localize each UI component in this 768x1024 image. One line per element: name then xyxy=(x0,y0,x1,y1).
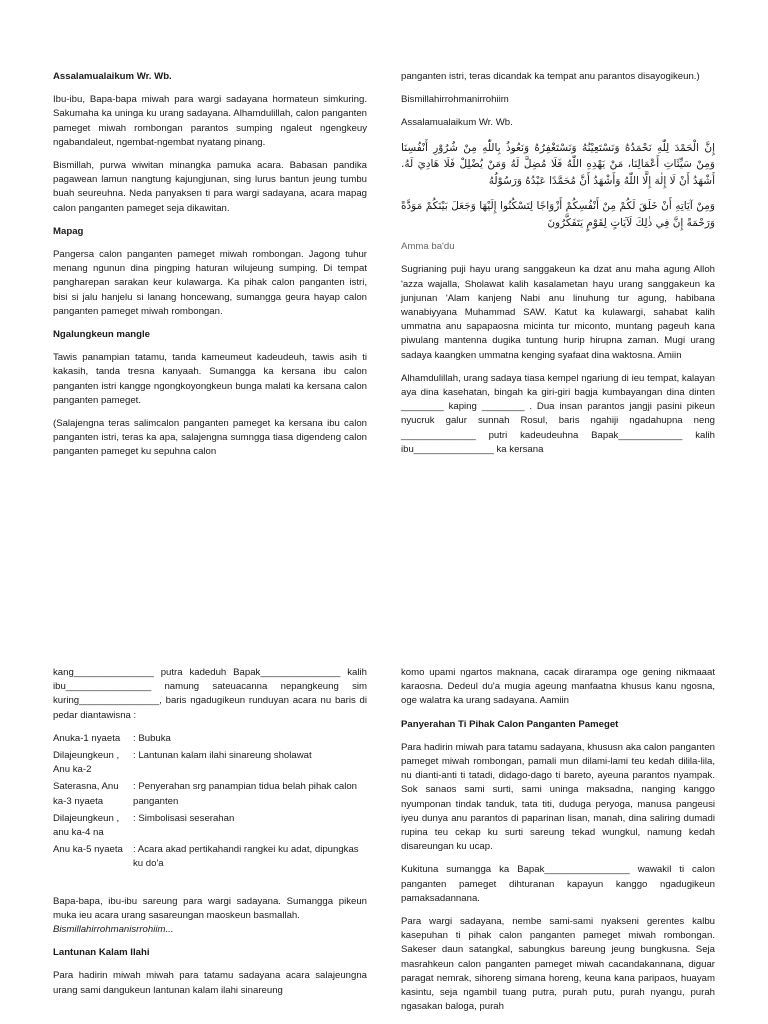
paragraph: Para wargi sadayana, nembe sami-sami nyakseni gerentes kalbu kasepuhan ti pihak calon panganten pameget miwah rombongan. Sakeser daun satangkal, sabungkus bareung jeung bungkusna. Seja masrahkeun calon panganten pameget miwah cacandakannana, diguar paragat nemrak, sihoreng simana horeng, keuna kana paripaos, huayam kasintu, seja ngambil tuang putra, purah putu, purah nyangu, purah ngasakan baloga, purah xyxy=(401,916,715,1013)
paragraph: (Salajengna teras salimcalon panganten pameget ka kersana ibu calon panganten istri, teras ka apa, salajengna sumngga tiasa digendeng calon panganten pameget ku sepuhna calon xyxy=(53,418,367,458)
rundown-value: : Bubuka xyxy=(133,732,171,744)
paragraph: Kukituna sumangga ka Bapak________________ wawakil ti calon panganten pameget dihturanan kapayun kanggo ngadugikeun pamaksadannana. xyxy=(401,864,715,904)
bismillah-line: Bismillahirrohmanirrohiim xyxy=(401,94,509,106)
arabic-opening: إِنَّ الْحَمْدَ لِلّٰهِ نَحْمَدُهُ وَنَسْتَعِيْنُهُ وَنَسْتَغْفِرُهُ وَنَعُوذُ بِاللّٰهِ مِنْ شُرُوْرِ أَنْفُسِنَا وَمِنْ سَيِّئَاتِ أَعْمَالِنَا، مَنْ يَهْدِهِ اللّٰهُ فَلَا مُضِلَّ لَهُ وَمَنْ يُضْلِلْ فَلَا هَادِيَ لَهُ. أَشْهَدُ أَنْ لَا إِلٰهَ إِلَّا اللّٰهُ وَأَشْهَدُ أَنَّ مُحَمَّدًا عَبْدُهُ وَرَسُوْلُهُ xyxy=(401,141,715,187)
greeting: Assalamualaikum Wr. Wb. xyxy=(401,117,513,129)
arabic-verse: وَمِنْ آيَاتِهِ أَنْ خَلَقَ لَكُمْ مِنْ أَنْفُسِكُمْ أَزْوَاجًا لِتَسْكُنُوا إِلَيْهَا وَجَعَلَ بَيْنَكُمْ مَوَدَّةً وَرَحْمَةً إِنَّ فِي ذٰلِكَ لَآيَاتٍ لِقَوْمٍ يَتَفَكَّرُونَ xyxy=(401,200,715,229)
rundown-value: : Simbolisasi seserahan xyxy=(133,812,235,824)
section-heading-penyerahan: Panyerahan Ti Pihak Calon Panganten Pameget xyxy=(401,718,619,730)
event-rundown xyxy=(53,732,367,875)
paragraph: Para hadirin miwah miwah para tatamu sadayana acara salajeungna urang sami dangukeun lantunan kalam ilahi sinareung xyxy=(53,970,367,996)
bismillah-line: Bismillahirrohmanisrrohiim... xyxy=(53,924,174,936)
rundown-key: Saterasna, Anu ka-3 nyaeta xyxy=(53,781,119,807)
paragraph: Para hadirin miwah para tatamu sadayana, khususn aka calon panganten pameget miwah rombongan, pamali mun dilami-lami teu kedah dilila-lila, nu dianti-anti ti tatadi, didago-dago ti bareto, ayeuna parantos nyampak. Sok sanaos sami surti, sami uninga maksadna, nanging kanggo nyumponan tindak tanduk, tata titi, duduga peryoga, manusa pangeusi iyeu dunya anu parantos di paparinan lisan, manah, dina saliring dumadi rupina teu cekap ku surti sareung tekad wungkul, namung kedah disareungan ku ucap. xyxy=(401,741,715,853)
paragraph: kang_______________ putra kadeduh Bapak_______________ kalih ibu________________ namung sateuacanna nepangkeung sim kuring_______________, baris ngadugikeun runduyan acara nu baris di pedar diantawisna : xyxy=(53,667,367,721)
document-page-2 xyxy=(0,640,768,1024)
section-heading-mangle: Ngalungkeun mangle xyxy=(53,329,151,341)
paragraph: panganten istri, teras dicandak ka tempat anu parantos disayogikeun.) xyxy=(401,71,700,82)
paragraph: komo upami ngartos maknana, cacak dirarampa oge gening nikmaaat karaosna. Dedeul du'a mugia ageung manfaatna khusus kanu ngosna, oge walatra ka urang sadayana. Aamiin xyxy=(401,667,715,707)
page1-right-column xyxy=(401,70,715,466)
paragraph: Bismillah, purwa wiwitan minangka pamuka acara. Babasan pandika pagawean lamun nangtung kajungjunan, sing lurus bantun jeung tumbu buah seureuhna. Neda panyaksen ti para wargi sadayana, acara mapag calon panganten pameget seja dikawitan. xyxy=(53,160,367,214)
rundown-value: : Lantunan kalam ilahi sinareung sholawat xyxy=(133,750,312,762)
rundown-key: Dilajeungkeun , anu ka-4 na xyxy=(53,812,120,839)
paragraph: Sugrianing puji hayu urang sanggakeun ka dzat anu maha agung Alloh 'azza wajalla, Sholawat kalih kasalametan hayu urang sanggakeun ka junjunan 'Alam kanjeng Nabi anu linuhung tur agung, habibana wanabiyyana Muhammad SAW. Katut ka kulawargi, sahabat kalih ummatna anu sapapaosna micinta tur miconto, muntang pageuh kana piwulang mantenna dugika tuntung hurip hirupna zaman. Mugi urang sadaya kaangken ummatna kenging syafaat dina waktosna. Amiin xyxy=(401,264,715,361)
rundown-value: : Penyerahan srg panampian tidua belah pihak calon panganten xyxy=(133,781,358,807)
rundown-key: Anu ka-5 nyaeta xyxy=(53,844,123,856)
rundown-key: Anuka-1 nyaeta xyxy=(53,732,121,744)
rundown-key: Dilajeungkeun , Anu ka-2 xyxy=(53,750,120,776)
page1-left-column xyxy=(53,70,367,469)
section-heading-mapag: Mapag xyxy=(53,225,84,237)
paragraph: Alhamdulillah, urang sadaya tiasa kempel ngariung di ieu tempat, kalayan aya dina kasehatan, bingah ka giri-giri bagja kumbayangan dina dinten ________ kaping ________ . Dua insan parantos jangji pasini pikeun nyucruk galur sunnah Rosul, baris ngahiji ngadahupna neng ______________ putri kadeudeuhna Bapak____________ kalih ibu_______________ ka kersana xyxy=(401,372,715,455)
paragraph: Pangersa calon panganten pameget miwah rombongan. Jagong tuhur menang ngunun dina pingping haturan wilujeung sumping. Di tempat pangharepan sarakan keur kulawarga. Ka pihak calon panganten istri, bisi si jalu hanjelu si lanang honcewang, sumangga geura hayap calon panganten pameget miwah rombongan. xyxy=(53,249,367,317)
section-heading-kalam-ilahi: Lantunan Kalam Ilahi xyxy=(53,947,150,959)
paragraph: Ibu-ibu, Bapa-bapa miwah para wargi sadayana hormateun simkuring. Sakumaha ka uninga ku urang sadayana. Alhamdulillah, calon panganten pameget miwah rombongan parantos sumping ngaleut ngengkeuy ngabandaleut, ngembat-ngembat nyatang pinang. xyxy=(53,94,367,148)
greeting: Assalamualaikum Wr. Wb. xyxy=(53,71,172,82)
paragraph: Tawis panampian tatamu, tanda kameumeut kadeudeuh, tawis asih ti kakasih, tanda tresna kanyaah. Sumangga ka kersana ibu calon panganten istri kangge ngongkoyongkeun bunga malati ka kersana calon panganten pameget. xyxy=(53,352,367,406)
page2-right-column xyxy=(401,666,715,1023)
page2-left-column xyxy=(53,666,367,1007)
amma-badu: Amma ba'du xyxy=(401,241,455,253)
rundown-value: : Acara akad pertikahandi rangkei ku adat, dipungkas ku do'a xyxy=(133,844,359,870)
paragraph: Bapa-bapa, ibu-ibu sareung para wargi sadayana. Sumangga pikeun muka ieu acara urang sasareungan maoskeun basmallah. xyxy=(53,895,367,921)
